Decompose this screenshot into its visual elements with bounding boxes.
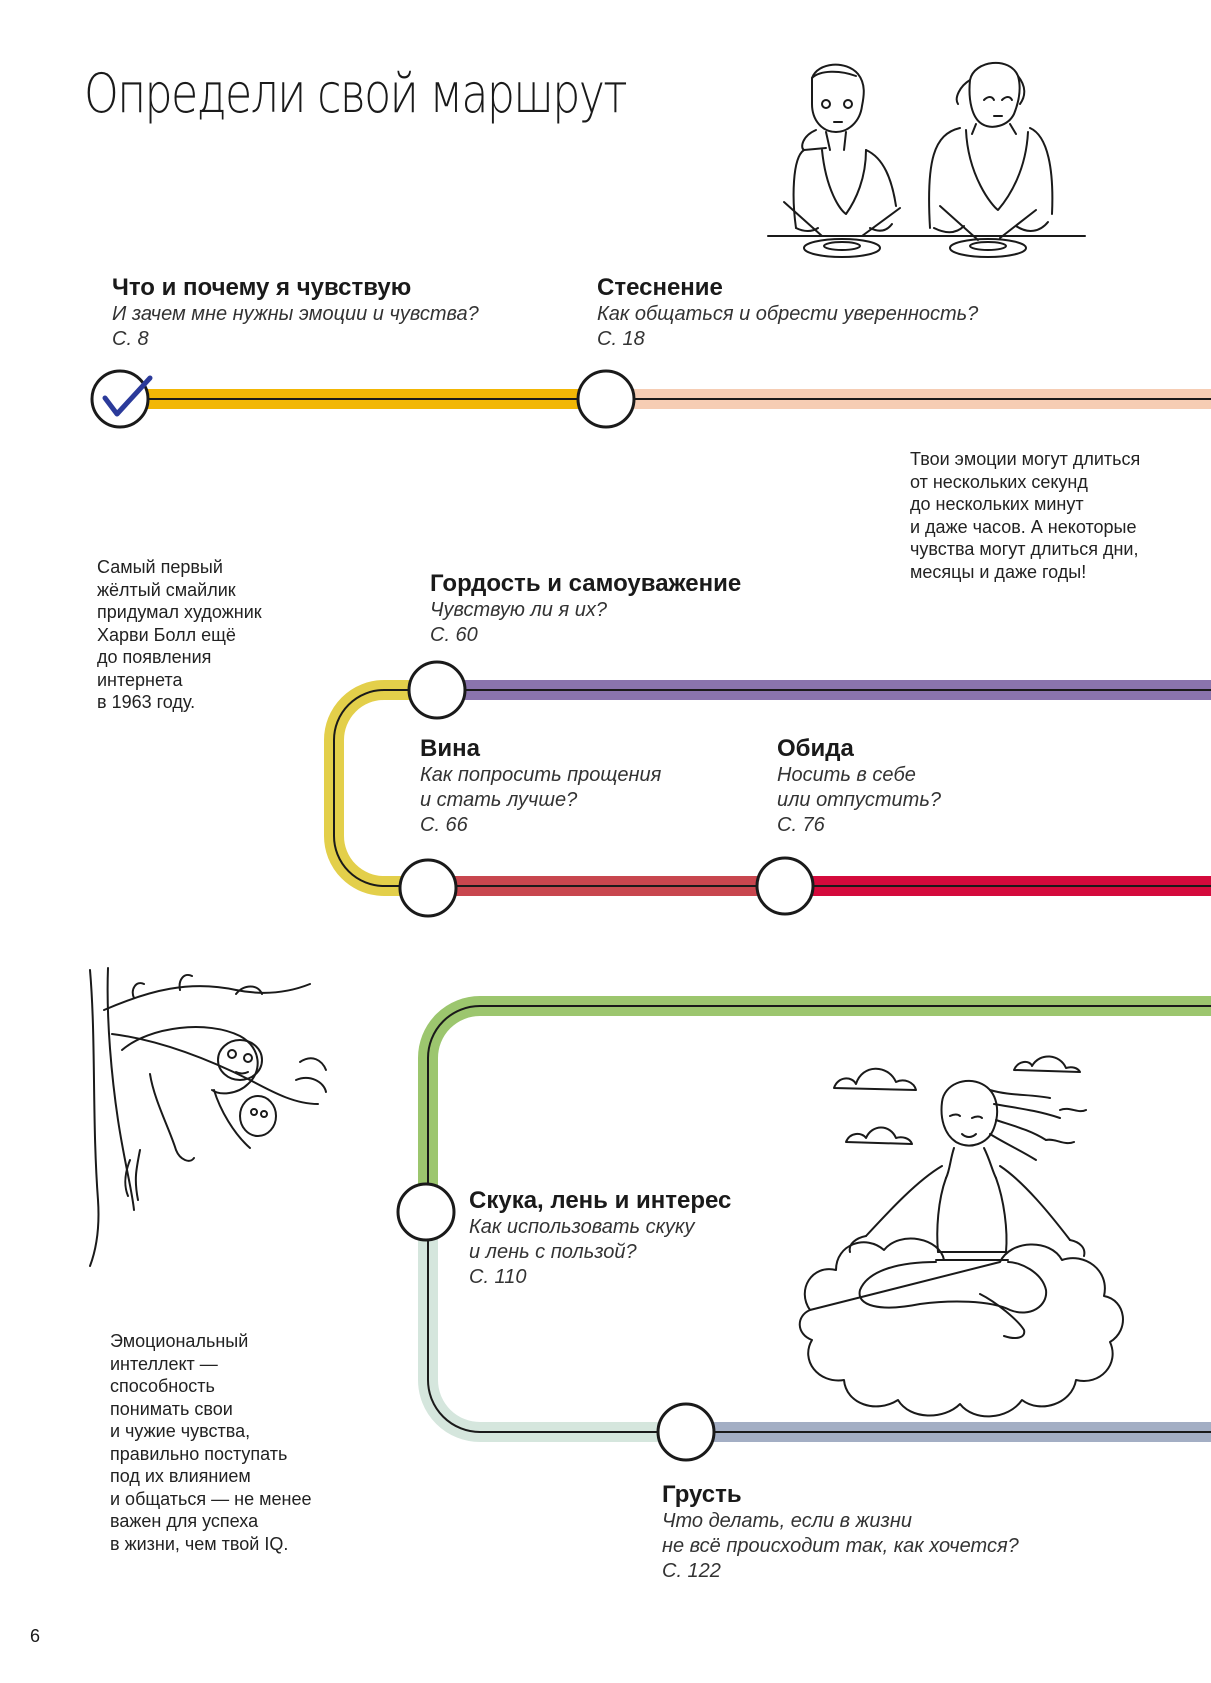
note-emotional-intelligence: Эмоциональный интеллект — способность понимать свои и чужие чувства, правильно поступать под их влиянием и общаться — не менее важен для успеха в жизни, чем твой IQ. (110, 1331, 312, 1554)
stop-shy-title: Стеснение (597, 274, 723, 301)
stop-shy-subtitle: Как общаться и обрести уверенность? (597, 303, 979, 325)
stop-pride-page: С. 60 (430, 624, 478, 646)
stop-sadness-page: С. 122 (662, 1560, 721, 1582)
station-feel[interactable] (92, 371, 150, 427)
stop-sadness-label[interactable] (662, 1481, 1019, 1584)
stop-boredom-label[interactable] (469, 1187, 731, 1290)
page-number: 6 (30, 1626, 41, 1646)
stop-shy-page: С. 18 (597, 328, 645, 350)
stop-boredom-title: Скука, лень и интерес (469, 1187, 732, 1214)
station-sadness[interactable] (658, 1404, 714, 1460)
diners-illustration (768, 63, 1085, 257)
page-title: Определи свой маршрут (84, 62, 626, 125)
stop-sadness-title: Грусть (662, 1481, 742, 1508)
stop-guilt-page: С. 66 (420, 814, 468, 836)
meditating-girl-illustration (800, 1056, 1123, 1416)
stop-offense-subtitle: Носить в себе или отпустить? (777, 764, 941, 811)
note-emotions-duration: Твои эмоции могут длиться от нескольких секунд до нескольких минут и даже часов. А некоторые чувства могут длиться дни, месяцы и даже годы! (910, 449, 1141, 582)
stop-offense-title: Обида (777, 735, 854, 762)
stop-guilt-label[interactable] (420, 735, 661, 838)
stop-offense-label[interactable] (777, 735, 941, 838)
stop-offense-page: С. 76 (777, 814, 825, 836)
station-shy[interactable] (578, 371, 634, 427)
station-guilt[interactable] (400, 860, 456, 916)
stop-sadness-subtitle: Что делать, если в жизни не всё происходит так, как хочется? (662, 1510, 1019, 1557)
line-segment-mustard-loop (334, 690, 430, 886)
stop-feel-label[interactable] (112, 274, 479, 352)
station-offense[interactable] (757, 858, 813, 914)
stop-boredom-page: С. 110 (469, 1266, 527, 1288)
stop-pride-label[interactable] (430, 570, 741, 648)
stop-guilt-title: Вина (420, 735, 480, 762)
stop-guilt-subtitle: Как попросить прощения и стать лучше? (420, 764, 662, 811)
stop-feel-title: Что и почему я чувствую (112, 274, 412, 301)
stop-boredom-subtitle: Как использовать скуку и лень с пользой? (469, 1216, 695, 1263)
stop-shy-label[interactable] (597, 274, 978, 352)
station-pride[interactable] (409, 662, 465, 718)
stop-feel-subtitle: И зачем мне нужны эмоции и чувства? (112, 303, 479, 325)
sloth-illustration (90, 968, 326, 1266)
stop-pride-subtitle: Чувствую ли я их? (430, 599, 607, 621)
stop-feel-page: С. 8 (112, 328, 149, 350)
station-boredom[interactable] (398, 1184, 454, 1240)
line-segment-green (428, 1006, 1211, 1212)
note-smiley: Самый первый жёлтый смайлик придумал художник Харви Болл ещё до появления интернета в 1963 году. (97, 557, 262, 712)
stop-pride-title: Гордость и самоуважение (430, 570, 742, 597)
